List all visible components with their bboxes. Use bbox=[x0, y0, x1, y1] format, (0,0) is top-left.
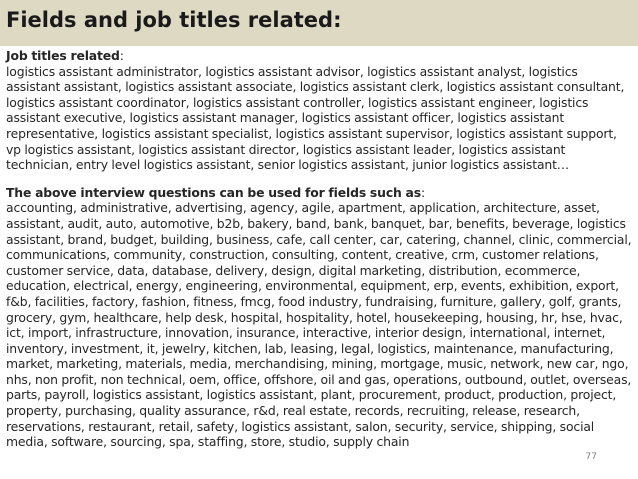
job-titles-heading-text: Job titles related bbox=[6, 48, 120, 63]
slide-content bbox=[6, 48, 634, 450]
job-titles-list: logistics assistant administrator, logistics assistant advisor, logistics assistant analyst, logistics assistant assistant, logistics assistant associate, logistics assistant clerk, logistics assistant consultant, logistics assistant coordinator, logistics assistant controller, logistics assistant engineer, logistics assistant executive, logistics assistant manager, logistics assistant officer, logistics assistant representative, logistics assistant specialist, logistics assistant supervisor, logistics assistant support, vp logistics assistant, logistics assistant director, logistics assistant leader, logistics assistant technician, entry level logistics assistant, senior logistics assistant, junior logistics assistant… bbox=[6, 63, 625, 173]
fields-heading-text: The above interview questions can be used for fields such as bbox=[6, 184, 421, 200]
page-number: 77 bbox=[585, 452, 597, 462]
section-spacer bbox=[6, 173, 634, 185]
fields-list: accounting, administrative, advertising, agency, agile, apartment, application, architecture, asset, assistant, audit, auto, automotive, b2b, bakery, band, bank, banquet, bar, benefits, beverage, logistics assistant, brand, budget, building, business, cafe, call center, car, catering, channel, clinic, commercial, communications, community, construction, consulting, content, creative, crm, customer relations, customer service, data, database, delivery, design, digital marketing, distribution, ecommerce, education, electrical, energy, engineering, environmental, equipment, erp, events, exhibition, export, f&b, facilities, factory, fashion, fitness, fmcg, food industry, fundraising, furniture, gallery, golf, grants, grocery, gym, healthcare, help desk, hospital, hospitality, hotel, housekeeping, housing, hr, hse, hvac, ict, import, infrastructure, innovation, insurance, interactive, interior design, international, internet, inventory, investment, it, jewelry, kitchen, lab, leasing, legal, logistics, maintenance, manufacturing, market, marketing, materials, media, merchandising, mining, mortgage, music, network, new car, ngo, nhs, non profit, non technical, oem, office, offshore, oil and gas, operations, outbound, outlet, overseas, parts, payroll, logistics assistant, logistics assistant, plant, procurement, product, production, project, property, purchasing, quality assurance, r&d, real estate, records, recruiting, release, research, reservations, restaurant, retail, safety, logistics assistant, salon, security, service, shipping, social media, software, sourcing, spa, staffing, store, studio, supply chain bbox=[6, 200, 632, 450]
fields-heading: The above interview questions can be used for fields such as: bbox=[6, 184, 426, 200]
slide-title: Fields and job titles related: bbox=[6, 8, 342, 32]
title-bar bbox=[0, 0, 638, 46]
job-titles-heading: Job titles related: bbox=[6, 48, 124, 63]
